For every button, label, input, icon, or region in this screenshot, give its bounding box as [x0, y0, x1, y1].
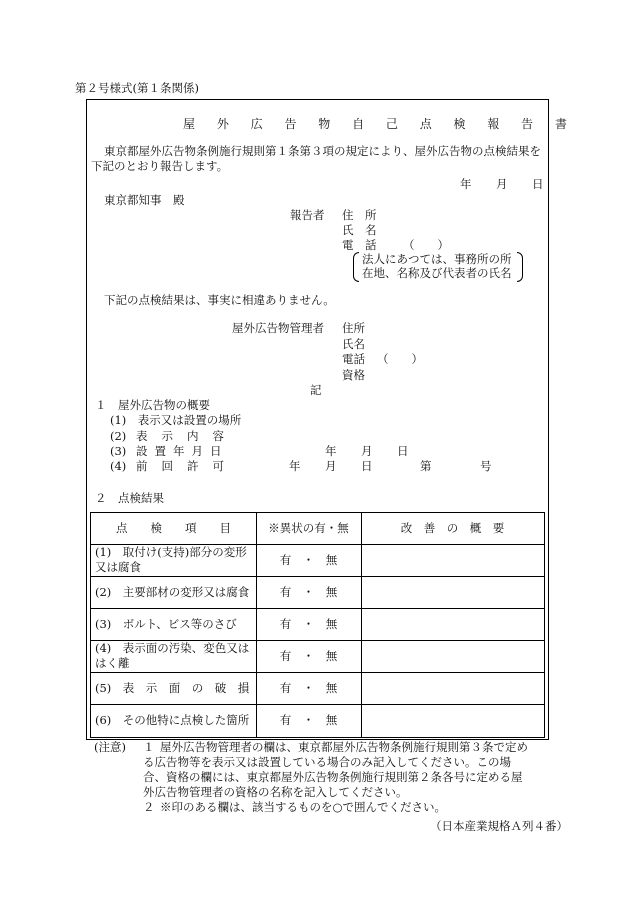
item4-day: 日: [361, 459, 373, 473]
row-1-status[interactable]: 有 ・ 無: [279, 552, 338, 567]
footer-paper-size: （日本産業規格Ａ列４番）: [430, 819, 568, 833]
reporter-phone-label: 電 話: [342, 238, 377, 252]
section1-item-3: 設置年月日: [136, 444, 229, 458]
row-2-status[interactable]: 有 ・ 無: [279, 584, 338, 599]
note-2-number: ２: [143, 800, 155, 814]
item3-month: 月: [361, 444, 373, 458]
header-abnormality: ※異状の有・無: [268, 521, 349, 536]
section1-item-2-no: (2): [110, 429, 127, 443]
row-2-improvement[interactable]: [361, 576, 544, 608]
manager-phone-label: 電話: [342, 352, 365, 366]
reporter-phone-paren: （ ）: [403, 238, 449, 252]
item4-month: 月: [325, 459, 337, 473]
header-improvement: 改 善 の 概 要: [400, 521, 505, 536]
item3-day: 日: [397, 444, 409, 458]
intro-line-1: 東京都屋外広告物条例施行規則第１条第３項の規定により、屋外広告物の点検結果を: [104, 144, 541, 158]
certify-statement: 下記の点検結果は、事実に相違ありません。: [104, 293, 335, 307]
note-brace-left: [353, 252, 359, 282]
header-inspection-item: 点 検 項 目: [116, 521, 231, 536]
item3-year: 年: [325, 444, 337, 458]
date-year: 年: [460, 177, 472, 191]
row-3-status[interactable]: 有 ・ 無: [279, 616, 338, 631]
section1-heading: １ 屋外広告物の概要: [95, 398, 210, 412]
item4-year: 年: [289, 459, 301, 473]
note-1-line-1: 屋外広告物管理者の欄は、東京都屋外広告物条例施行規則第３条で定め: [160, 740, 528, 754]
reporter-address-label: 住 所: [342, 208, 377, 222]
section1-item-2: 表示内容: [136, 429, 238, 443]
section1-item-1: (1) 表示又は設置の場所: [110, 413, 242, 427]
reporter-note-line-2: 在地、名称及び代表者の氏名: [362, 266, 512, 280]
row-6-item: (6) その他特に点検した箇所: [95, 713, 250, 728]
note-brace-right: [517, 252, 523, 282]
note-1-line-4: 外広告物管理者の資格の名称を記入してください。: [143, 785, 408, 799]
manager-qualification-label: 資格: [342, 368, 365, 382]
page-title: 屋 外 広 告 物 自 己 点 検 報 告 書: [183, 117, 576, 131]
ki-heading: 記: [310, 383, 322, 397]
note-1-line-2: る広告物等を表示又は設置している場合のみ記入してください。この場: [143, 755, 511, 769]
reporter-note-line-1: 法人にあつては、事務所の所: [362, 252, 512, 266]
notes-label: (注意): [94, 740, 126, 754]
date-month: 月: [496, 177, 508, 191]
section1-item-4-no: (4): [110, 459, 127, 473]
reporter-name-label: 氏 名: [342, 223, 377, 237]
row-3-item: (3) ボルト、ビス等のさび: [95, 616, 237, 631]
row-5-item: (5) 表 示 面 の 破 損: [95, 680, 250, 695]
row-5-improvement[interactable]: [361, 672, 544, 704]
note-1-number: １: [143, 740, 155, 754]
row-4-status[interactable]: 有 ・ 無: [279, 648, 338, 663]
addressee: 東京都知事 殿: [104, 193, 185, 207]
manager-phone-paren: （ ）: [377, 352, 423, 366]
row-4-improvement[interactable]: [361, 640, 544, 672]
reporter-label: 報告者: [290, 208, 325, 222]
inspection-table: [90, 512, 545, 738]
date-day: 日: [532, 177, 544, 191]
item4-go: 号: [480, 459, 492, 473]
section2-heading: ２ 点検結果: [95, 491, 164, 505]
section1-item-3-no: (3): [110, 444, 127, 458]
intro-line-2: 下記のとおり報告します。: [91, 159, 229, 173]
row-1-item: (1) 取付け(支持)部分の変形又は腐食: [95, 545, 247, 574]
item4-dai: 第: [420, 459, 432, 473]
row-3-improvement[interactable]: [361, 608, 544, 640]
form-number: 第２号様式(第１条関係): [75, 81, 199, 95]
note-1-line-3: 合、資格の欄には、東京都屋外広告物条例施行規則第２条各号に定める屋: [143, 770, 523, 784]
row-1-improvement[interactable]: [361, 544, 544, 576]
row-6-status[interactable]: 有 ・ 無: [279, 713, 338, 728]
row-2-item: (2) 主要部材の変形又は腐食: [95, 584, 250, 599]
row-6-improvement[interactable]: [361, 704, 544, 737]
section1-item-4: 前回許可: [136, 459, 238, 473]
manager-address-label: 住所: [342, 321, 365, 335]
note-2-text: ※印のある欄は、該当するものを○で囲んでください。: [160, 800, 447, 814]
row-4-item: (4) 表示面の汚染、変色又ははく離: [95, 641, 250, 670]
manager-label: 屋外広告物管理者: [232, 321, 324, 335]
manager-name-label: 氏名: [342, 337, 365, 351]
row-5-status[interactable]: 有 ・ 無: [279, 680, 338, 695]
